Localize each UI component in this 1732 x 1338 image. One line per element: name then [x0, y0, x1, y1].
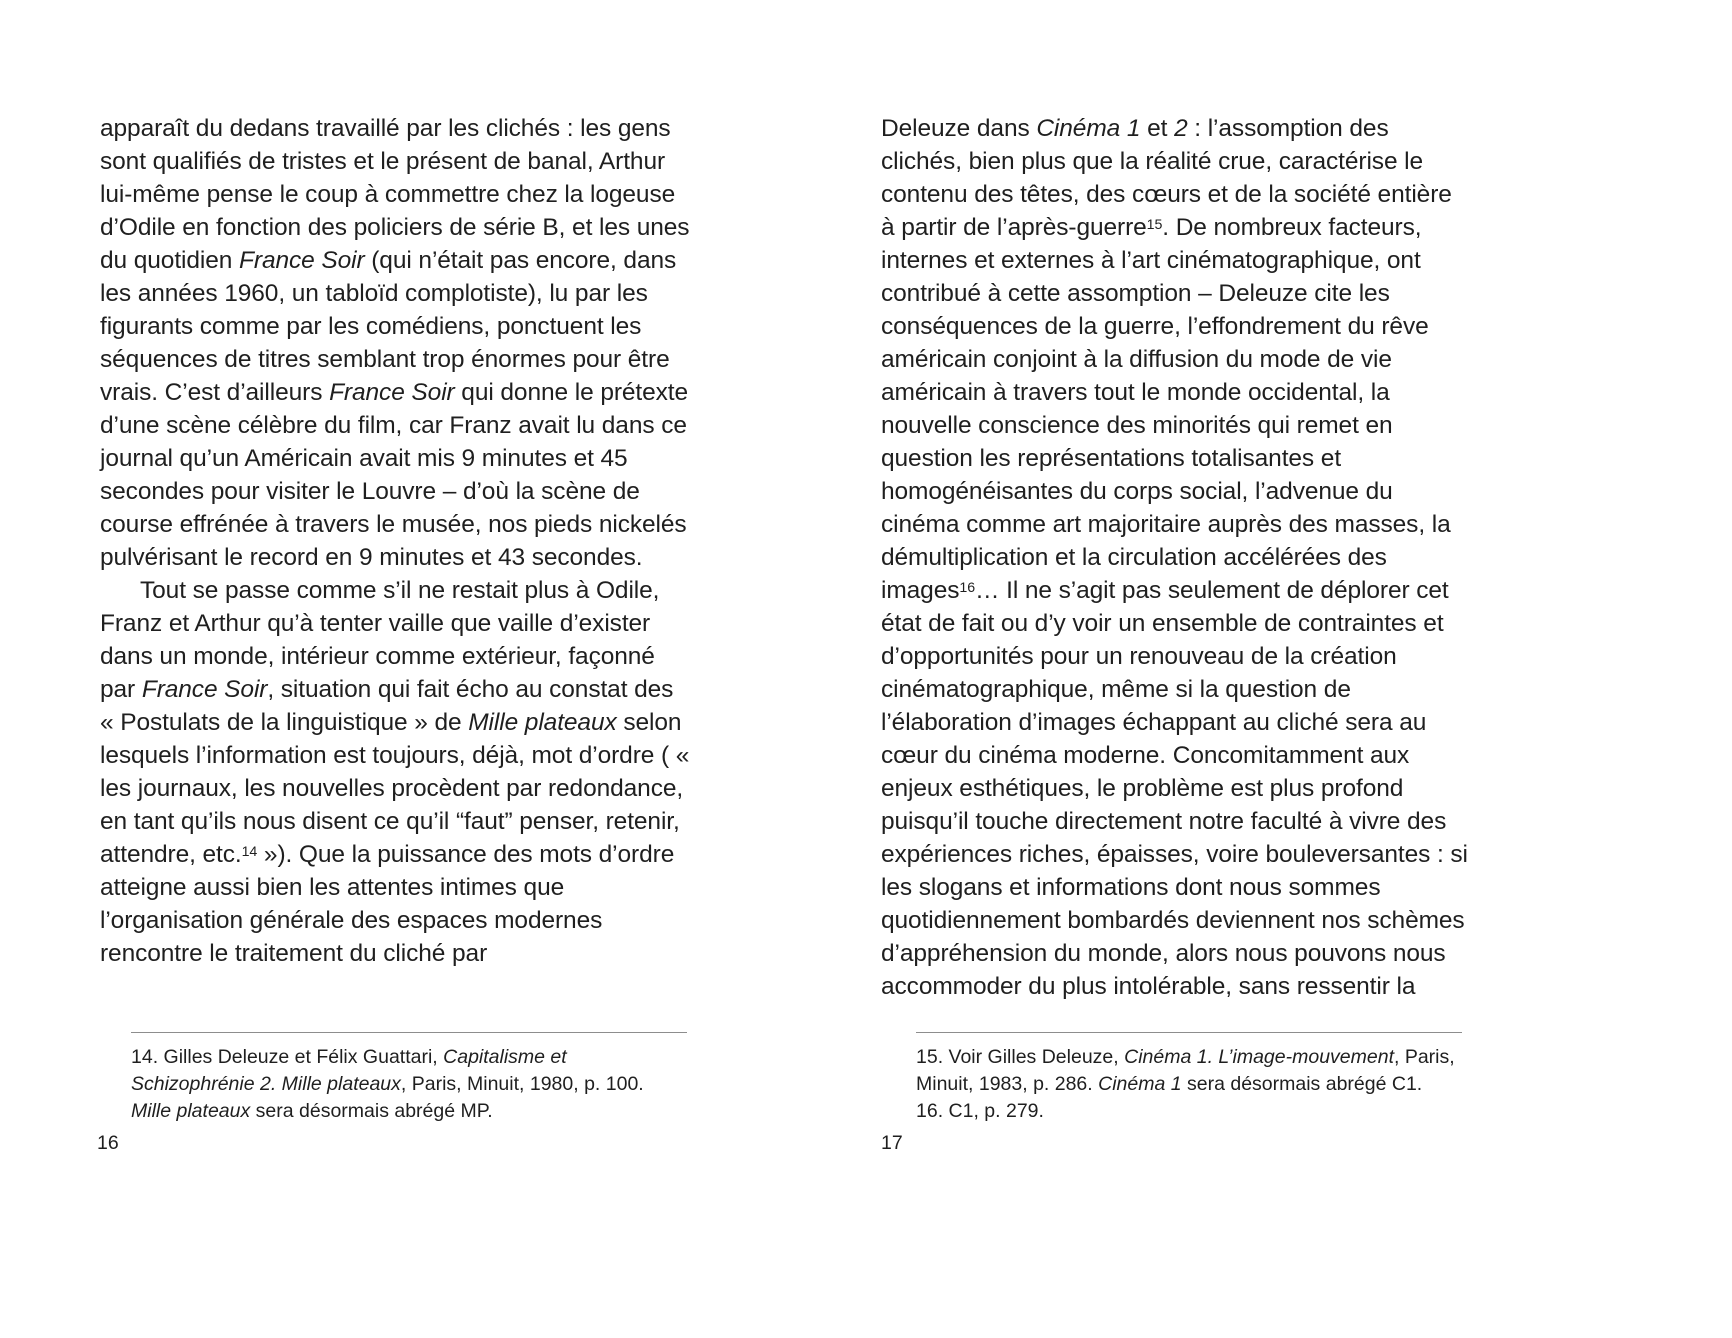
- paragraph: Tout se passe comme s’il ne restait plus à Odile, Franz et Arthur qu’à tenter vaille que vaille d’exister dans un monde, intérieur comme extérieur, façonné par France Soir, situation qui fait écho au constat des « Postulats de la linguistique » de Mille plateaux selon lesquels l’information est toujours, déjà, mot d’ordre ( « les journaux, les nouvelles procèdent par redondance, en tant qu’ils nous disent ce qu’il “faut” penser, retenir, attendre, etc.$^{14}$ »). Que la puissance des mots d’ordre atteigne aussi bien les attentes intimes que l’organisation générale des espaces modernes rencontre le traitement du cliché par: [100, 577, 690, 967]
- page-right: [866, 0, 1732, 1338]
- page-number: 17: [881, 1132, 903, 1154]
- paragraph: Deleuze dans Cinéma 1 et 2 : l’assomption des clichés, bien plus que la réalité crue, caractérise le contenu des têtes, des cœurs et de la société entière à partir de l’après-guerre$^{15}$. De nombreux facteurs, internes et externes à l’art cinématographique, ont contribué à cette assomption – Deleuze cite les conséquences de la guerre, l’effondrement du rêve américain conjoint à la diffusion du mode de vie américain à travers tout le monde occidental, la nouvelle conscience des minorités qui remet en question les représentations totalisantes et homogénéisantes du corps social, l’advenue du cinéma comme art majoritaire auprès des masses, la démultiplication et la circulation accélérées des images$^{16}$… Il ne s’agit pas seulement de déplorer cet état de fait ou d’y voir un ensemble de contraintes et d’opportunités pour un renouveau de la création cinématographique, même si la question de l’élaboration d’images échappant au cliché sera au cœur du cinéma moderne. Concomitamment aux enjeux esthétiques, le problème est plus profond puisqu’il touche directement notre faculté à vivre des expériences riches, épaisses, voire bouleversantes : si les slogans et informations dont nous sommes quotidiennement bombardés deviennent nos schèmes d’appréhension du monde, alors nous pouvons nous accommoder du plus intolérable, sans ressentir la: [881, 115, 1468, 1000]
- body-text-right: [881, 112, 1471, 1003]
- body-text-left: [100, 112, 690, 970]
- footnotes-left: [131, 1032, 687, 1125]
- page-number: 16: [97, 1132, 119, 1154]
- footnote: 15. Voir Gilles Deleuze, Cinéma 1. L’image-mouvement, Paris, Minuit, 1983, p. 286. Cinéma 1 sera désormais abrégé C1.: [916, 1046, 1455, 1095]
- footnote: 14. Gilles Deleuze et Félix Guattari, Capitalisme et Schizophrénie 2. Mille plateaux, Paris, Minuit, 1980, p. 100. Mille plateaux sera désormais abrégé MP.: [131, 1046, 644, 1122]
- paragraph: apparaît du dedans travaillé par les clichés : les gens sont qualifiés de tristes et le présent de banal, Arthur lui-même pense le coup à commettre chez la logeuse d’Odile en fonction des policiers de série B, et les unes du quotidien France Soir (qui n’était pas encore, dans les années 1960, un tabloïd complotiste), lu par les figurants comme par les comédiens, ponctuent les séquences de titres semblant trop énormes pour être vrais. C’est d’ailleurs France Soir qui donne le prétexte d’une scène célèbre du film, car Franz avait lu dans ce journal qu’un Américain avait mis 9 minutes et 45 secondes pour visiter le Louvre – d’où la scène de course effrénée à travers le musée, nos pieds nickelés pulvérisant le record en 9 minutes et 43 secondes.: [100, 115, 690, 571]
- footnotes-right: [916, 1032, 1462, 1125]
- footnote: 16. C1, p. 279.: [916, 1100, 1044, 1122]
